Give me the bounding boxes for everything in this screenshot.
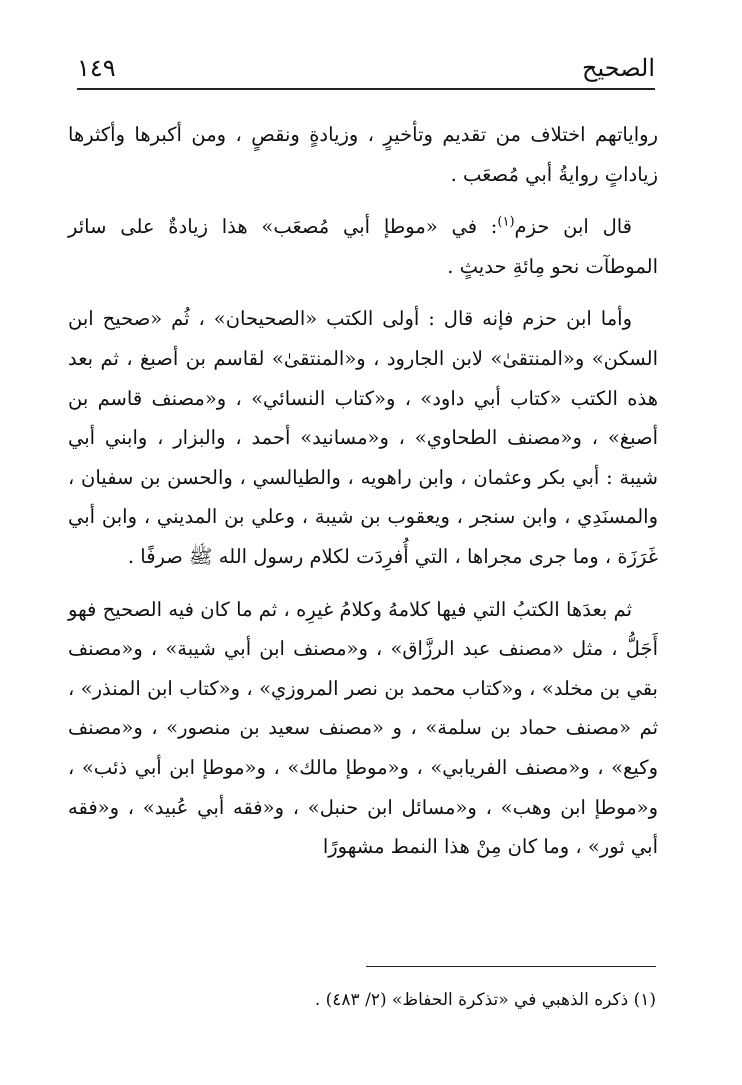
footnote: (١) ذكره الذهبي في «تذكرة الحفاظ» (٢/ ٤٨٣) . (314, 990, 656, 1010)
paragraph-1: رواياتهم اختلاف من تقديم وتأخيرٍ ، وزيادةٍ ونقصٍ ، ومن أكبرها وأكثرها زياداتٍ روايةُ أبي مُصعَب . (68, 123, 658, 186)
paragraph-3: وأما ابن حزم فإنه قال : أولى الكتب «الصحيحان» ، ثُم «صحيح ابن السكن» و«المنتقىٰ» لابن الجارود ، و«المنتقىٰ» لقاسم بن أصبغ ، ثم بعد هذه الكتب «كتاب أبي داود» ، و«كتاب النسائي» ، و«مصنف قاسم بن أصبغ» ، و«مصنف الطحاوي» ، و«مسانيد» أحمد ، والبزار ، وابني أبي شيبة : أبي بكر وعثمان ، وابن راهويه ، والطيالسي ، والحسن بن سفيان ، والمسنَدِي ، وابن سنجر ، ويعقوب بن شيبة ، وعلي بن المديني ، وابن أبي غَرَزَة ، وما جرى مجراها ، التي أُفرِدَت لكلام رسول الله ﷺ صرفًا . (68, 307, 658, 568)
running-head (77, 52, 655, 88)
running-title: الصحيح (581, 54, 655, 82)
page-number: ١٤٩ (77, 54, 116, 82)
paragraph-2 (68, 207, 658, 286)
main-text (68, 115, 658, 867)
footnote-rule (366, 966, 656, 967)
footnote-reference[interactable]: (١) (497, 214, 515, 230)
header-rule (77, 88, 655, 90)
paragraph-4: ثم بعدَها الكتبُ التي فيها كلامهُ وكلامُ غيرِه ، ثم ما كان فيه الصحيح فهو أَجَلُّ ، مثل «مصنف عبد الرزَّاق» ، و«مصنف ابن أبي شيبة» ، و«مصنف بقي بن مخلد» ، و«كتاب محمد بن نصر المروزي» ، و«كتاب ابن المنذر» ، ثم «مصنف حماد بن سلمة» ، و «مصنف سعيد بن منصور» ، و«مصنف وكيع» ، و«مصنف الفريابي» ، و«موطإ مالك» ، و«موطإ ابن أبي ذئب» ، و«موطإ ابن وهب» ، و«مسائل ابن حنبل» ، و«فقه أبي عُبيد» ، و«فقه أبي ثور» ، وما كان مِنْ هذا النمط مشهورًا (68, 597, 658, 859)
paragraph-2-lead: قال ابن حزم (514, 215, 633, 239)
paragraph-2-text: : في «موطإ أبي مُصعَب» هذا زيادةٌ على سائر الموطآت نحو مِائةِ حديثٍ . (68, 215, 658, 278)
